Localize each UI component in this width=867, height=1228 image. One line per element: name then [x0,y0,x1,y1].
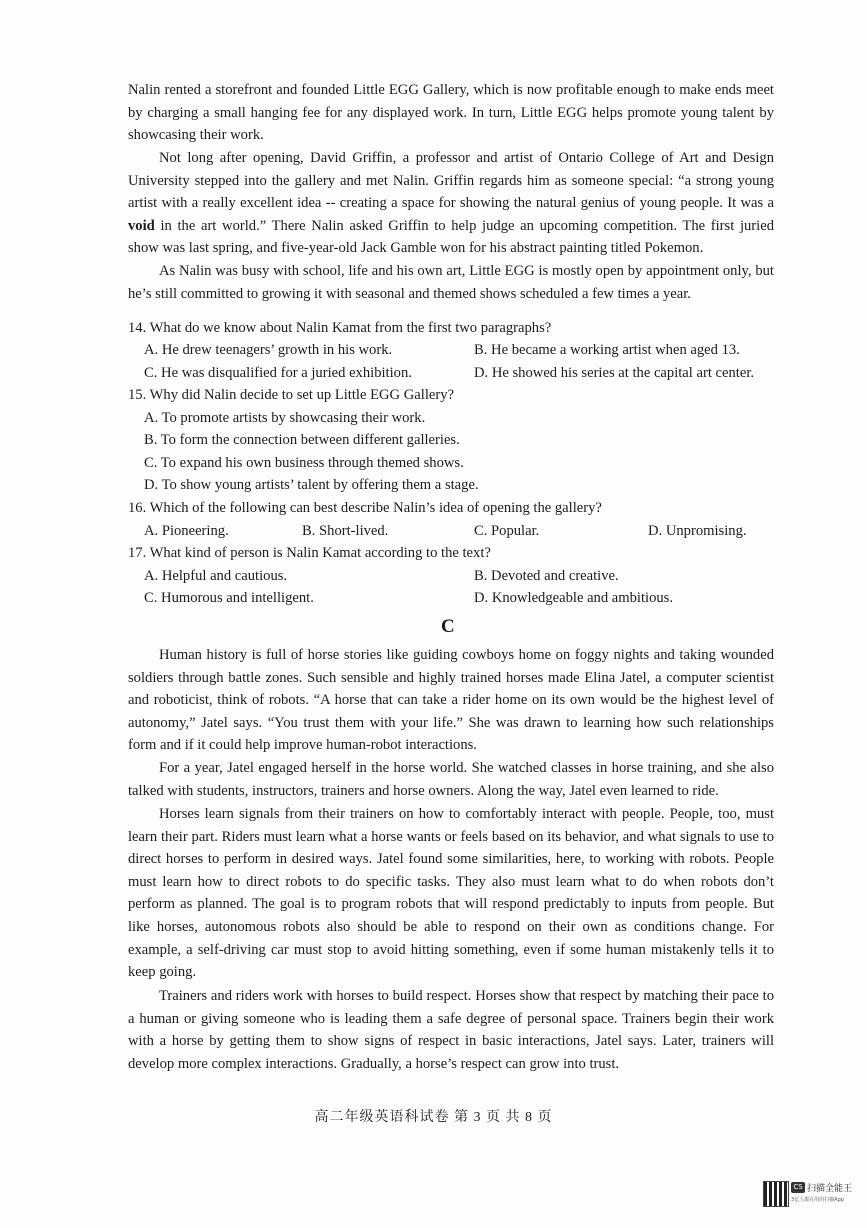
passage-c-paragraph-2: For a year, Jatel engaged herself in the horse world. She watched classes in horse training, and she also talked with students, instructors, trainers and horse owners. Along the way, Jatel even learned to ride. [128,760,774,799]
passage-c-paragraph-3: Horses learn signals from their trainers on how to comfortably interact with people. People, too, must learn their part. Riders must learn what a horse wants or feels based on its behavior, and what signals to use to direct horses to perform in desired ways. Jatel found some similarities, here, to working with robots. People must learn how to direct robots to do specific tasks. They also must learn what to do when robots don’t perform as planned. The goal is to program robots that will respond predictably to inputs from people. But like horses, autonomous robots also should be able to respond on their own as conditions change. For example, a self-driving car must stop to avoid hitting something, even if some human mistakenly tells it to keep going. [128,806,774,981]
question-14-stem: 14. What do we know about Nalin Kamat from the first two paragraphs? [128,320,552,336]
section-c-heading: C [441,616,455,637]
passage-b-paragraph-3: As Nalin was busy with school, life and his own art, Little EGG is mostly open by appointment only, but he’s still committed to growing it with seasonal and themed shows scheduled a few times a year. [128,263,774,302]
question-17-option-c: C. Humorous and intelligent. [144,590,314,606]
question-16-option-a: A. Pioneering. [144,523,229,539]
question-14-option-d: D. He showed his series at the capital art center. [474,365,755,381]
passage-b-paragraph-2-pre: Not long after opening, David Griffin, a professor and artist of Ontario College of Art and Design University stepped into the gallery and met Nalin. Griffin regards him as someone special: “a strong young artist with a really excellent idea -- creating a space for showing the natural genius of young people. It was a [128,150,774,212]
passage-c-paragraph-1: Human history is full of horse stories like guiding cowboys home on foggy nights and taking wounded soldiers through battle zones. Such sensible and highly trained horses made Elina Jatel, a computer scientist and roboticist, think of robots. “A horse that can take a rider home on its own would be the highest level of autonomy,” Jatel says. “You trust them with your life.” She was drawn to learning how such relationships form and if it could help improve human-robot interactions. [128,647,774,754]
passage-b-paragraph-1: Nalin rented a storefront and founded Little EGG Gallery, which is now profitable enough to make ends meet by charging a small hanging fee for any displayed work. In turn, Little EGG helps promote young talent by showcasing their work. [128,82,774,144]
question-17-option-a: A. Helpful and cautious. [144,568,288,584]
question-17-stem: 17. What kind of person is Nalin Kamat according to the text? [128,545,491,561]
passage-b-paragraph-2 [128,147,774,260]
question-16-stem: 16. Which of the following can best describe Nalin’s idea of opening the gallery? [128,500,602,516]
question-16-option-c: C. Popular. [474,523,540,539]
scanner-app-name: 扫描全能王 [807,1184,853,1194]
question-15-option-d: D. To show young artists’ talent by offering them a stage. [144,477,479,493]
passage-c-paragraph-4: Trainers and riders work with horses to build respect. Horses show that respect by matching their pace to a human or giving someone who is leading them a safe degree of personal space. Trainers begin their work with a horse by getting them to show signs of respect in basic interactions, Jatel says. Later, trainers will develop more complex interactions. Gradually, a horse’s respect can grow into trust. [128,988,774,1072]
qr-code-icon [763,1181,789,1207]
question-16-option-d: D. Unpromising. [648,523,747,539]
question-15-option-b: B. To form the connection between different galleries. [144,432,460,448]
scanner-app-tagline: 3亿人都在用的扫描App [791,1197,844,1203]
question-14-option-c: C. He was disqualified for a juried exhibition. [144,365,412,381]
scanner-logo: CS [791,1182,805,1193]
question-15-option-c: C. To expand his own business through themed shows. [144,455,464,471]
question-15-stem: 15. Why did Nalin decide to set up Little EGG Gallery? [128,387,454,403]
passage-b-bold-word: void [128,217,155,234]
passage-b-paragraph-2-post: in the art world.” There Nalin asked Griffin to help judge an upcoming competition. The first juried show was last spring, and five-year-old Jack Gamble won for his abstract painting titled Pokemon. [128,217,774,257]
question-15-option-a: A. To promote artists by showcasing their work. [144,410,426,426]
page-footer: 高二年级英语科试卷 第 3 页 共 8 页 [314,1110,553,1125]
question-16-option-b: B. Short-lived. [302,523,389,539]
question-17-option-b: B. Devoted and creative. [474,568,619,584]
question-14-option-a: A. He drew teenagers’ growth in his work. [144,342,393,358]
question-14-option-b: B. He became a working artist when aged 13. [474,342,740,358]
question-17-option-d: D. Knowledgeable and ambitious. [474,590,673,606]
